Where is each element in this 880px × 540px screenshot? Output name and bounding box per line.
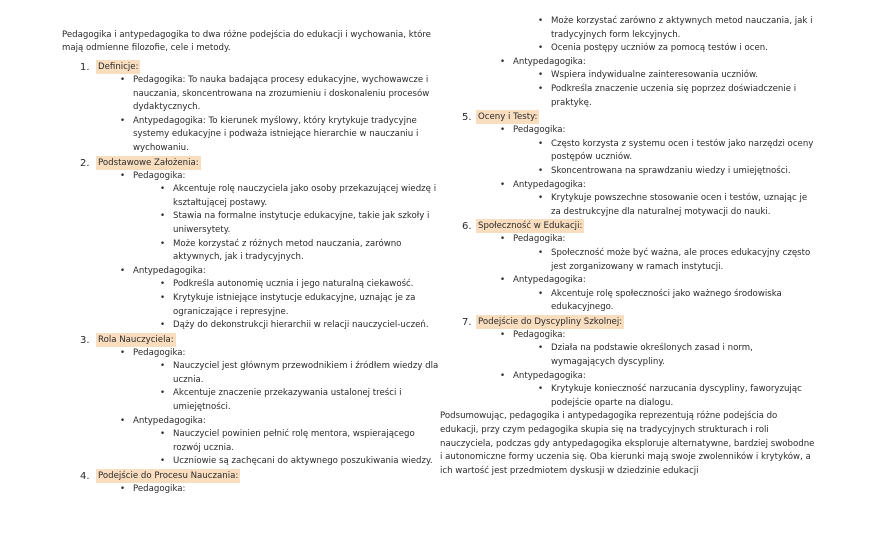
- list-item: • Antypedagogika:: [62, 415, 440, 429]
- bullet-icon: •: [160, 361, 166, 372]
- list-item: • Antypedagogika: To kierunek myślowy, który krytykuje tradycyjne systemy edukacyjne i podważa istniejące hierarchie w nauczaniu i wychowaniu.: [120, 115, 419, 153]
- list-item: • Antypedagogika:: [440, 179, 816, 193]
- section-title-definicje: Definicje:: [98, 62, 139, 72]
- bullet-icon: •: [500, 125, 506, 136]
- list-item: • Ocenia postępy uczniów za pomocą testów i ocen.: [440, 42, 816, 56]
- bullet-icon: •: [538, 138, 544, 149]
- list-teaching-process-start: [62, 483, 440, 497]
- list-item: • Podkreśla znaczenie uczenia się poprzez doświadczenie i praktykę.: [538, 83, 797, 108]
- section-teaching-process: [62, 469, 440, 483]
- bullet-icon: •: [538, 343, 544, 354]
- bullet-icon: •: [538, 83, 544, 94]
- list-item: • Pedagogika:: [440, 329, 816, 343]
- list-definitions: [62, 74, 440, 156]
- bullet-icon: •: [120, 415, 126, 426]
- list-item: • Pedagogika:: [62, 483, 440, 497]
- list-item: • Pedagogika:: [440, 233, 816, 247]
- bullet-icon: •: [160, 184, 166, 195]
- summary-paragraph: Podsumowując, pedagogika i antypedagogika reprezentują różne podejścia do edukacji, przy czym pedagogika skupia się na tradycyjnych strukturach i roli nauczyciela, podczas gdy antypedagogika eksploruje alternatywne, bardziej swobodne i autonomiczne formy uczenia się. Oba kierunki mają swoje zwolenników i krytyków, a ich wartość jest przedmiotem dyskusji w dziedzinie edukacji: [440, 411, 815, 476]
- document-right-column: [440, 15, 816, 478]
- list-grades-tests: [440, 124, 816, 219]
- bullet-icon: •: [500, 179, 506, 190]
- list-item: • Podkreśla autonomię ucznia i jego naturalną ciekawość.: [62, 278, 440, 292]
- section-title-dyscyplina: Podejście do Dyscypliny Szkolnej:: [478, 316, 623, 327]
- list-item: • Uczniowie są zachęcani do aktywnego poszukiwania wiedzy.: [62, 455, 440, 469]
- list-item: • Antypedagogika:: [440, 56, 816, 70]
- list-item: • Może korzystać zarówno z aktywnych metod nauczania, jak i tradycyjnych form lekcyjnych.: [538, 16, 813, 40]
- bullet-icon: •: [500, 56, 506, 67]
- bullet-icon: •: [120, 484, 126, 495]
- bullet-icon: •: [538, 165, 544, 176]
- list-community: [440, 233, 816, 315]
- list-item: • Skoncentrowana na sprawdzaniu wiedzy i umiejętności.: [440, 165, 816, 179]
- list-assumptions: [62, 170, 440, 333]
- bullet-icon: •: [160, 456, 166, 467]
- section-definitions: [62, 60, 440, 74]
- bullet-icon: •: [120, 115, 126, 126]
- section-grades-tests: [440, 110, 816, 124]
- bullet-icon: •: [160, 211, 166, 222]
- bullet-icon: •: [160, 238, 166, 249]
- list-item: • Krytykuje powszechne stosowanie ocen i testów, uznając je za destrukcyjne dla naturalnej motywacji do nauki.: [538, 193, 808, 217]
- bullet-icon: •: [500, 329, 506, 340]
- bullet-icon: •: [160, 320, 166, 331]
- bullet-icon: •: [160, 429, 166, 440]
- section-number: 6.: [462, 221, 472, 233]
- bullet-icon: •: [538, 193, 544, 204]
- bullet-icon: •: [538, 247, 544, 258]
- list-item: • Krytykuje konieczność narzucania dyscypliny, faworyzując podejście oparte na dialogu.: [538, 384, 802, 408]
- list-item: • Może korzystać z różnych metod nauczania, zarówno aktywnych, jak i tradycyjnych.: [160, 238, 402, 263]
- list-item: • Działa na podstawie określonych zasad i norm, wymagających dyscypliny.: [538, 343, 753, 368]
- list-teaching-process-cont: [440, 15, 816, 110]
- list-item: • Wspiera indywidualne zainteresowania uczniów.: [440, 69, 816, 83]
- bullet-icon: •: [160, 292, 166, 303]
- section-number: 2.: [80, 157, 90, 169]
- bullet-icon: •: [160, 388, 166, 399]
- list-item: • Pedagogika: To nauka badająca procesy edukacyjne, wychowawcze i nauczania, skoncentrowana na zrozumieniu i doskonaleniu procesów dydaktycznych.: [120, 75, 430, 113]
- list-item: • Pedagogika:: [440, 124, 816, 138]
- section-community: [440, 219, 816, 233]
- bullet-icon: •: [120, 265, 126, 276]
- section-title-spolecznosc: Społeczność w Edukacji:: [478, 221, 583, 232]
- list-item: • Nauczyciel powinien pełnić rolę mentora, wspierającego rozwój ucznia.: [160, 429, 415, 453]
- list-teacher-role: [62, 347, 440, 469]
- bullet-icon: •: [120, 170, 126, 181]
- list-item: • Nauczyciel jest głównym przewodnikiem i źródłem wiedzy dla ucznia.: [160, 361, 439, 385]
- list-item: • Pedagogika:: [62, 347, 440, 361]
- list-item: • Akcentuje rolę społeczności jako ważnego środowiska edukacyjnego.: [538, 288, 782, 313]
- document-left-column: [62, 29, 440, 497]
- list-item: • Dąży do dekonstrukcji hierarchii w relacji nauczyciel-uczeń.: [62, 319, 440, 333]
- section-number: 3.: [80, 334, 90, 346]
- intro-paragraph: Pedagogika i antypedagogika to dwa różne podejścia do edukacji i wychowania, które mają odmienne filozofie, cele i metody.: [62, 30, 431, 53]
- list-item: • Często korzysta z systemu ocen i testów jako narzędzi oceny postępów uczniów.: [538, 138, 814, 163]
- bullet-icon: •: [500, 275, 506, 286]
- bullet-icon: •: [538, 16, 544, 26]
- list-item: • Stawia na formalne instytucje edukacyjne, takie jak szkoły i uniwersytety.: [160, 211, 430, 235]
- list-item: • Akcentuje rolę nauczyciela jako osoby przekazującej wiedzę i kształtującej postawy.: [160, 184, 437, 208]
- list-item: • Pedagogika:: [62, 170, 440, 184]
- list-discipline: [440, 329, 816, 411]
- list-item: • Antypedagogika:: [440, 274, 816, 288]
- bullet-icon: •: [538, 43, 544, 54]
- list-item: • Społeczność może być ważna, ale proces edukacyjny często jest zorganizowany w ramach instytucji.: [538, 247, 811, 272]
- section-teacher-role: [62, 333, 440, 347]
- bullet-icon: •: [160, 279, 166, 290]
- list-item: • Antypedagogika:: [440, 370, 816, 384]
- section-assumptions: [62, 156, 440, 170]
- bullet-icon: •: [120, 347, 126, 358]
- bullet-icon: •: [538, 70, 544, 81]
- list-item: • Antypedagogika:: [62, 265, 440, 279]
- section-title-zalozenia: Podstawowe Założenia:: [98, 157, 199, 168]
- section-title-proces: Podejście do Procesu Nauczania:: [98, 471, 239, 482]
- bullet-icon: •: [500, 234, 506, 245]
- section-title-rola: Rola Nauczyciela:: [98, 334, 174, 345]
- bullet-icon: •: [538, 384, 544, 395]
- section-discipline: [440, 315, 816, 329]
- list-item: • Akcentuje znaczenie przekazywania ustalonej treści i umiejętności.: [160, 388, 402, 413]
- bullet-icon: •: [500, 370, 506, 381]
- bullet-icon: •: [538, 288, 544, 299]
- list-item: • Krytykuje istniejące instytucje edukacyjne, uznając je za ograniczające i represyjne.: [160, 292, 416, 317]
- section-number: 7.: [462, 316, 472, 328]
- section-number: 1.: [80, 62, 90, 73]
- section-number: 5.: [462, 112, 472, 124]
- bullet-icon: •: [120, 75, 126, 85]
- section-title-oceny: Oceny i Testy:: [478, 112, 538, 123]
- section-number: 4.: [80, 471, 90, 483]
